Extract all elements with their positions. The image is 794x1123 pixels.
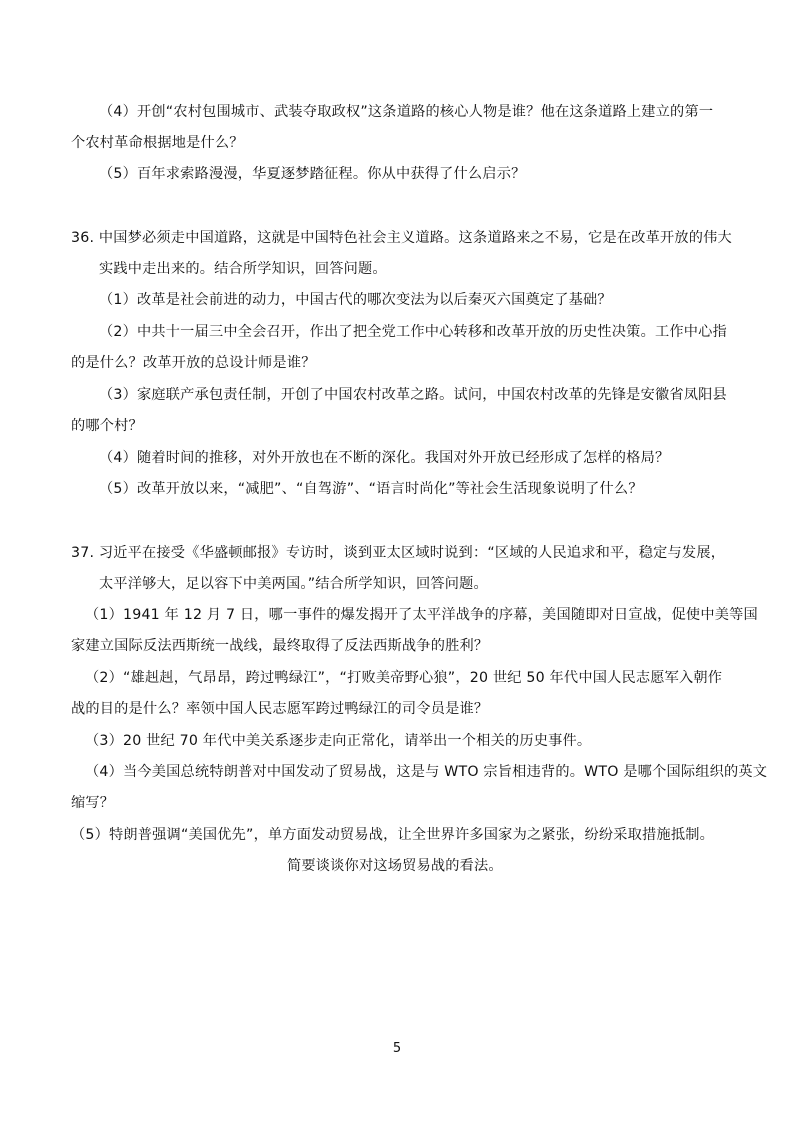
- q37-sub2-line2: 战的目的是什么？率领中国人民志愿军跨过鸭绿江的司令员是谁？: [71, 701, 489, 717]
- q37-sub2-line1: （2）“雄赳赳，气昂昂，跨过鸭绿江”，“打败美帝野心狼”，20 世纪 50 年代中国人民志愿军入朝作: [85, 670, 723, 686]
- q35-sub5: （5）百年求索路漫漫，华夏逐梦踏征程。你从中获得了什么启示？: [99, 166, 526, 182]
- q36-sub3-line2: 的哪个村？: [71, 418, 143, 434]
- q37-stem-line1: 37. 习近平在接受《华盛顿邮报》专访时，谈到亚太区域时说到：“区域的人民追求和平，稳定与发展，: [71, 545, 726, 561]
- q36-stem-line1: 36. 中国梦必须走中国道路，这就是中国特色社会主义道路。这条道路来之不易，它是在改革开放的伟大: [71, 230, 732, 246]
- q36-stem-line2: 实践中走出来的。结合所学知识，回答问题。: [99, 261, 387, 277]
- q35-sub4-line2: 个农村革命根据地是什么？: [71, 135, 244, 151]
- q36-sub2-line2: 的是什么？改革开放的总设计师是谁？: [71, 355, 316, 371]
- page-number: 5: [392, 1041, 402, 1056]
- q37-sub4-line1: （4）当今美国总统特朗普对中国发动了贸易战，这是与 WTO 宗旨相违背的。WTO 是哪个国际组织的英文: [85, 764, 768, 780]
- q37-sub1-line1: （1）1941 年 12 月 7 日，哪一事件的爆发揭开了太平洋战争的序幕，美国随即对日宣战，促使中美等国: [85, 607, 758, 623]
- q37-stem-line2: 太平洋够大，足以容下中美两国。”结合所学知识，回答问题。: [99, 576, 488, 592]
- q36-sub1: （1）改革是社会前进的动力，中国古代的哪次变法为以后秦灭六国奠定了基础？: [99, 292, 612, 308]
- q37-sub5-line2: 简要谈谈你对这场贸易战的看法。: [287, 858, 503, 874]
- q36-sub3-line1: （3）家庭联产承包责任制，开创了中国农村改革之路。试问，中国农村改革的先锋是安徽省凤阳县: [99, 387, 727, 403]
- q36-sub2-line1: （2）中共十一届三中全会召开，作出了把全党工作中心转移和改革开放的历史性决策。工作中心指: [99, 324, 727, 340]
- q36-sub4: （4）随着时间的推移，对外开放也在不断的深化。我国对外开放已经形成了怎样的格局？: [99, 450, 670, 466]
- q37-sub3: （3）20 世纪 70 年代中美关系逐步走向正常化，请举出一个相关的历史事件。: [85, 733, 592, 749]
- q37-sub5-line1: （5）特朗普强调“美国优先”，单方面发动贸易战，让全世界许多国家为之紧张，纷纷采取措施抵制。: [71, 827, 714, 843]
- q36-sub5: （5）改革开放以来，“减肥”、“自驾游”、“语言时尚化”等社会生活现象说明了什么？: [99, 481, 643, 497]
- q35-sub4-line1: （4）开创“农村包围城市、武装夺取政权”这条道路的核心人物是谁？他在这条道路上建立的第一: [99, 104, 714, 120]
- q37-sub4-line2: 缩写？: [71, 795, 115, 811]
- q37-sub1-line2: 家建立国际反法西斯统一战线，最终取得了反法西斯战争的胜利？: [71, 638, 489, 654]
